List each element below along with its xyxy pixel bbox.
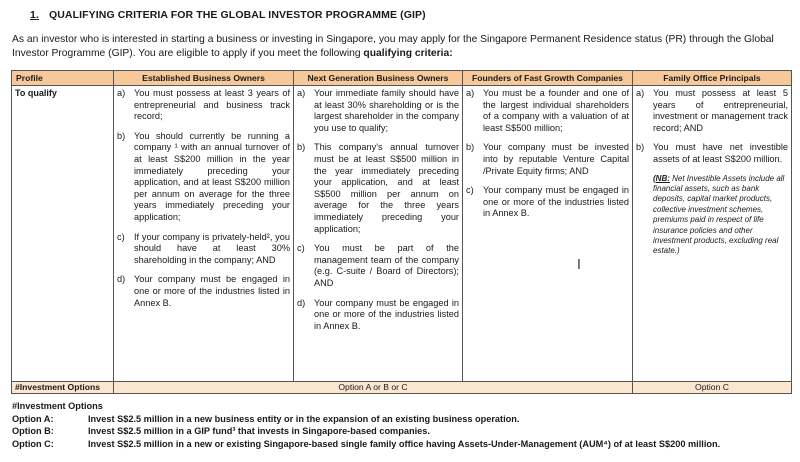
header-nextgen: Next Generation Business Owners (294, 71, 463, 86)
criteria-table (11, 70, 792, 394)
investment-options-label: #Investment Options (12, 382, 114, 394)
list-item: a) You must possess at least 3 years of entrepreneurial and business track record; (117, 88, 290, 122)
list-item: d) Your company must be engaged in one or more of the industries listed in Annex B. (297, 297, 459, 331)
header-family: Family Office Principals (633, 71, 792, 86)
investment-options-section (12, 400, 720, 450)
intro-bold: qualifying criteria: (363, 47, 453, 59)
nb-note: (NB: Net Investible Assets include all financial assets, such as bank deposits, capital market products, collective investment schemes, premiums paid in respect of life insurance policies and other investment products, excluding real estate.) (653, 173, 785, 256)
investment-options-row (12, 382, 792, 394)
option-row: Option A: Invest S$2.5 million in a new business entity or in the expansion of an existing business operation. (12, 413, 520, 424)
list-item: c) You must be part of the management team of the company (e.g. C-suite / Board of Directors); AND (297, 243, 459, 288)
option-row: Option C: Invest S$2.5 million in a new or existing Singapore-based single family office having Assets-Under-Management (AUM⁴) of at least S$200 million. (12, 438, 721, 449)
list-item: a) You must possess at least 5 years of entrepreneurial, investment or management track record; AND (636, 88, 788, 133)
cell-founders (463, 86, 633, 382)
row-label: To qualify (12, 86, 114, 382)
investment-options-abc: Option A or B or C (114, 382, 633, 394)
list-item: b) You must have net investible assets of at least S$200 million. (636, 142, 788, 164)
list-item: c) Your company must be engaged in one or more of the industries listed in Annex B. (466, 185, 629, 219)
intro-text: As an investor who is interested in starting a business or investing in Singapore, you may apply for the Singapore Permanent Residence status (PR) through the Global Investor Programme (GIP). You are eligible to apply if you meet the following (12, 34, 774, 59)
section-number: 1. (30, 9, 39, 21)
header-established: Established Business Owners (114, 71, 294, 86)
options-heading: #Investment Options (12, 401, 103, 411)
section-heading (30, 9, 426, 21)
investment-options-c: Option C (633, 382, 792, 394)
section-title: QUALIFYING CRITERIA FOR THE GLOBAL INVESTOR PROGRAMME (GIP) (48, 9, 426, 21)
list-item: d) Your company must be engaged in one or more of the industries listed in Annex B. (117, 274, 290, 308)
cell-family (633, 86, 792, 382)
intro-paragraph (12, 33, 792, 60)
table-row (12, 86, 792, 382)
table-header-row (12, 71, 792, 86)
list-item: c) If your company is privately-held², you should have at least 30% shareholding in the company; AND (117, 231, 290, 265)
list-item: b) You should currently be running a company ¹ with an annual turnover of at least S$200 million in the year immediately preceding your application, and at least S$200 million per annum on average for the three years immediately preceding your application; (117, 130, 290, 222)
list-item: a) You must be a founder and one of the largest individual shareholders of a company with a valuation of at least S$500 million; (466, 88, 629, 133)
text-cursor-icon: I (577, 258, 581, 273)
header-founders: Founders of Fast Growth Companies (463, 71, 633, 86)
list-item: a) Your immediate family should have at least 30% shareholding or is the largest shareholder in the company you use to qualify; (297, 88, 459, 133)
cell-established (114, 86, 294, 382)
list-item: b) Your company must be invested into by reputable Venture Capital /Private Equity firms; AND (466, 142, 629, 176)
list-item: b) This company's annual turnover must be at least S$500 million in the year immediately preceding your application, and at least S$500 million per annum on average for the three years immediately preceding your application; (297, 142, 459, 234)
cell-nextgen (294, 86, 463, 382)
option-row: Option B: Invest S$2.5 million in a GIP fund³ that invests in Singapore-based companies. (12, 426, 430, 437)
header-profile: Profile (12, 71, 114, 86)
